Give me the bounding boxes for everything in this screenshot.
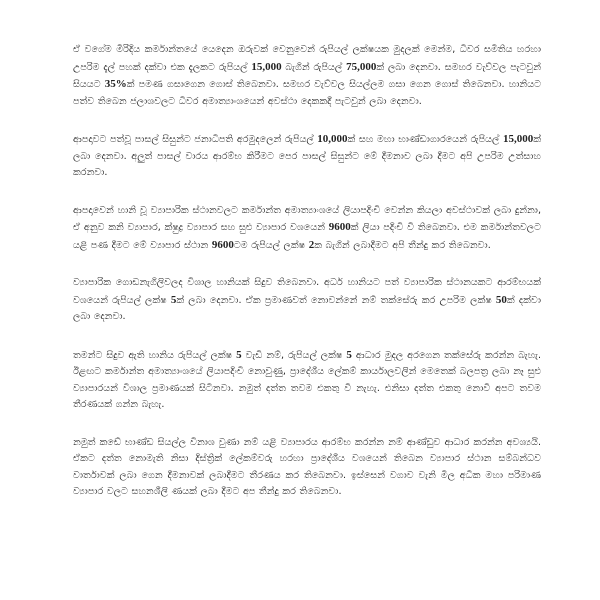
text-run: ක් දක්වා ලබා දෙනවා. [73, 294, 541, 322]
text-run: ව්‍යාපාරික ගොඩනැගිලිවලද විශාල හානියක් සිදුව තිබෙනවා. අර්ධ හානියට පත් ව්‍යාපාරික ස්ථානයකට ආරම්භයක් වශයෙන් රුපියල් ලක්ෂ [73, 277, 541, 306]
text-run: නමුත් කඩේ භාණ්ඩ සියල්ල විනාශ වුණා නම් යළි ව්‍යාපාරය ආරම්භ කරන්න නම් ආණ්ඩුව ආධාර කරන්න අවශ්‍යයි. ඒකට දත්ත නොමැති නිසා දිස්ත්‍රික් ලේකම්වරු හරහා ප්‍රාදේශීය වශයෙන් තිබෙන ව්‍යාපාර ස්ථාන සම්බන්ධව වාර්තාවක් ලබා ගෙන දීමනාවක් ලබාදීමට තීරණය කර තිබෙනවා. ඉස්සෙන් වගාව වැනි මිල අධික මහා පරිමාණ ව්‍යාපාර වලට සහනශීලි ණයක් ලබා දීමට අප තීන්දු කර තිබෙනවා. [73, 436, 541, 497]
bold-figure: 75,000 [346, 60, 377, 73]
text-run: ආපදාවෙන් හානි වූ ව්‍යාපාරික ස්ථානවලට කර්මාන්ත අමාත්‍යාංශයේ ලියාපදිංචි වෙන්න කියලා අවස්ථාවක් ලබා දුන්නා, ඒ අනුව කනි ව්‍යාපාර, ක්ෂුද්‍ර ව්‍යාපාර සහ සුළු ව්‍යාපාර වශයෙන් [73, 204, 541, 233]
paragraph-5 [73, 347, 541, 414]
bold-figure: 15,000 [251, 60, 282, 73]
paragraph-1 [73, 42, 541, 110]
bold-figure: 35% [104, 78, 127, 90]
text-run: ක් පමණ ගසාගෙන ගොස් තිබෙනවා. සමහර වැව්වල සියල්ලම ගසා ගෙන ගොස් තිබෙනවා. හානියට පත්ව තිබෙන ජලාශවලට ධීවර අමාත්‍යාංශයෙන් අවස්ථා දෙකකදී පැටවුන් ලබා දෙනවා. [73, 79, 541, 107]
text-run: ක් ලබා දෙනවා. සමහර වැව්වල පැටවුන් සියයට [73, 61, 541, 90]
paragraph-3 [73, 203, 541, 255]
bold-figure: 5 [346, 348, 352, 361]
bold-figure: 15,000 [502, 133, 534, 145]
text-run: ආධාර මුදල අරගෙන තක්සේරු කරන්න බැහැ. ඊළඟට කර්මාන්ත අමාත්‍යාංශයේ ලියාපදිංචි නොවුණු, ප්‍රාදේශීය ලේකම් කාර්යාලවලින් මෙතෙක් බලපත්‍ර ලබා නෑ සුළු ව්‍යාපාරයන් විශාල ප්‍රමාණයක් සිටිනවා. නමුත් දත්ත තවම එකතු වී නැහැ. එනිසා දත්ත එකතු නොවී අපට තවම තීරණයක් ගන්න බැහැ. [73, 349, 542, 410]
text-run: ක් සහ මහා භාණ්ඩාගාරයෙන් රුපියල් [347, 134, 503, 145]
paragraph-6 [73, 435, 541, 501]
bold-figure: 5 [236, 348, 242, 361]
bold-figure: 9600 [328, 221, 351, 233]
document-page [73, 42, 541, 522]
text-run: වැඩි නම්, රුපියල් ලක්ෂ [241, 349, 347, 361]
text-run: ටම රුපියල් ලක්ෂ [233, 239, 309, 251]
text-run: බැගින් රුපියල් [281, 61, 347, 73]
text-run: තමන්ට සිදුව ඇති හානිය රුපියල් ලක්ෂ [73, 349, 237, 361]
text-run: ක් ලියා පදිංචි වී තිබෙනවා. එම කර්මාන්තවලට යළි පණ දීමට මේ ව්‍යාපාර ස්ථාන [73, 222, 541, 251]
bold-figure: 5 [170, 293, 177, 306]
text-run: ක් ලබා දෙනවා. ඒක ප්‍රමාණවත් නොවන්නේ නම් තක්සේරු කර උපරිම ලක්ෂ [176, 294, 496, 306]
paragraph-2 [73, 131, 541, 182]
text-run: ක් ලබා දෙනවා. අලුත් පාසල් වාරය ආරම්භ කිරීමට පෙර පාසල් සිසුන්ට මේ දීමනාව ලබා දීමට අපි උපරිම උත්සාහ කරනවා. [73, 134, 541, 178]
bold-figure: 2 [308, 238, 315, 251]
bold-figure: 9600 [211, 238, 234, 251]
text-run: ක බැගින් ලබාදීමට අපි තීන්දු කර තිබෙනවා. [314, 239, 491, 251]
text-run: ආපදාවට පත්වූ පාසල් සිසුන්ට ජනාධිපති අරමුදලෙන් රුපියල් [73, 134, 318, 145]
text-run: ඒ වගේම මීරිදිය කර්මාන්තයේ යෙදෙන ඔරුවක් වෙනුවෙන් රුපියල් ලක්ෂයක මුදලක් මෙන්ම, ධීවර සමිතිය හරහා උපරිම දැල් පහක් දක්වා එක දැලකට රුපියල් [73, 44, 541, 73]
paragraph-4 [73, 275, 541, 326]
bold-figure: 10,000 [317, 133, 348, 145]
bold-figure: 50 [495, 293, 507, 306]
